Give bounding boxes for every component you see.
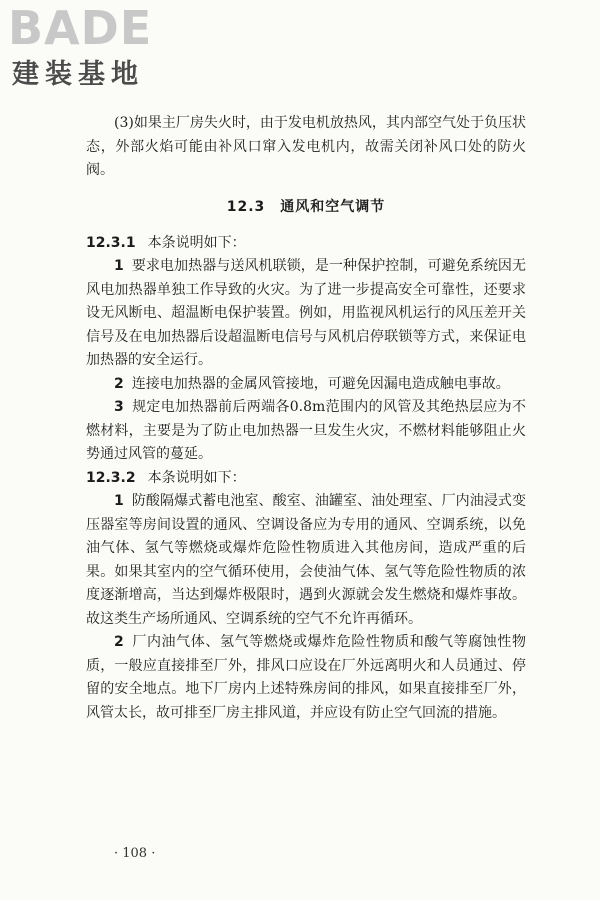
item-number: 3 <box>114 399 124 415</box>
clause-number: 12.3.1 <box>86 234 136 251</box>
clause-12-3-1-item-1 <box>86 255 526 373</box>
item-number: 2 <box>114 634 124 650</box>
logo-subtitle: 建装基地 <box>12 59 144 90</box>
section-heading: 12.3 通风和空气调节 <box>226 198 386 215</box>
item-text: 防酸隔爆式蓄电池室、酸室、油罐室、油处理室、厂内油浸式变压器室等房间设置的通风、空调设备应为专用的通风、空调系统，以免油气体、氢气等燃烧或爆炸危险性物质进入其他房间，造成严重的后果。如果其室内的空气循环使用，会使油气体、氢气等危险性物质的浓度逐渐增高，当达到爆炸极限时，遇到火源就会发生燃烧和爆炸事故。故这类生产场所通风、空调系统的空气不允许再循环。 <box>86 493 526 627</box>
site-logo <box>8 1 198 96</box>
item-text: 要求电加热器与送风机联锁，是一种保护控制，可避免系统因无风电加热器单独工作导致的火灾。为了进一步提高安全可靠性，还要求设无风断电、超温断电保护装置。例如，用监视风机运行的风压差开关信号及在电加热器后设超温断电信号与风机启停联锁等方式，来保证电加热器的安全运行。 <box>86 258 526 368</box>
clause-12-3-1-heading <box>86 232 526 256</box>
logo-wordmark: BADE <box>8 1 153 55</box>
clause-intro: 本条说明如下： <box>147 469 246 486</box>
item-number: 2 <box>114 375 124 392</box>
clause-12-3-2-item-1 <box>86 490 526 631</box>
clause-12-3-2-heading <box>86 467 526 491</box>
clause-12-3-1-item-3 <box>86 396 526 467</box>
clause-intro: 本条说明如下： <box>147 234 246 251</box>
item-text: 连接电加热器的金属风管接地，可避免因漏电造成触电事故。 <box>131 375 510 392</box>
item-text: 规定电加热器前后两端各0.8m范围内的风管及其绝热层应为不燃材料，主要是为了防止电加热器一旦发生火灾，不燃材料能够阻止火势通过风管的蔓延。 <box>86 399 526 462</box>
clause-12-3-1-item-2 <box>86 373 526 397</box>
intro-paragraph: (3)如果主厂房失火时，由于发电机放热风，其内部空气处于负压状态，外部火焰可能由补风口窜入发电机内，故需关闭补风口处的防火阀。 <box>86 115 526 178</box>
item-text: 厂内油气体、氢气等燃烧或爆炸危险性物质和酸气等腐蚀性物质，一般应直接排至厂外，排风口应设在厂外远离明火和人员通过、停留的安全地点。地下厂房内上述特殊房间的排风，如果直接排至厂外，风管太长，故可排至厂房主排风道，并应设有防止空气回流的措施。 <box>86 634 526 721</box>
document-body <box>86 112 526 725</box>
clause-12-3-2-item-2 <box>86 631 526 725</box>
clause-number: 12.3.2 <box>86 469 136 486</box>
item-number: 1 <box>114 258 124 274</box>
item-number: 1 <box>114 493 124 509</box>
page-number: · 108 · <box>114 846 156 861</box>
